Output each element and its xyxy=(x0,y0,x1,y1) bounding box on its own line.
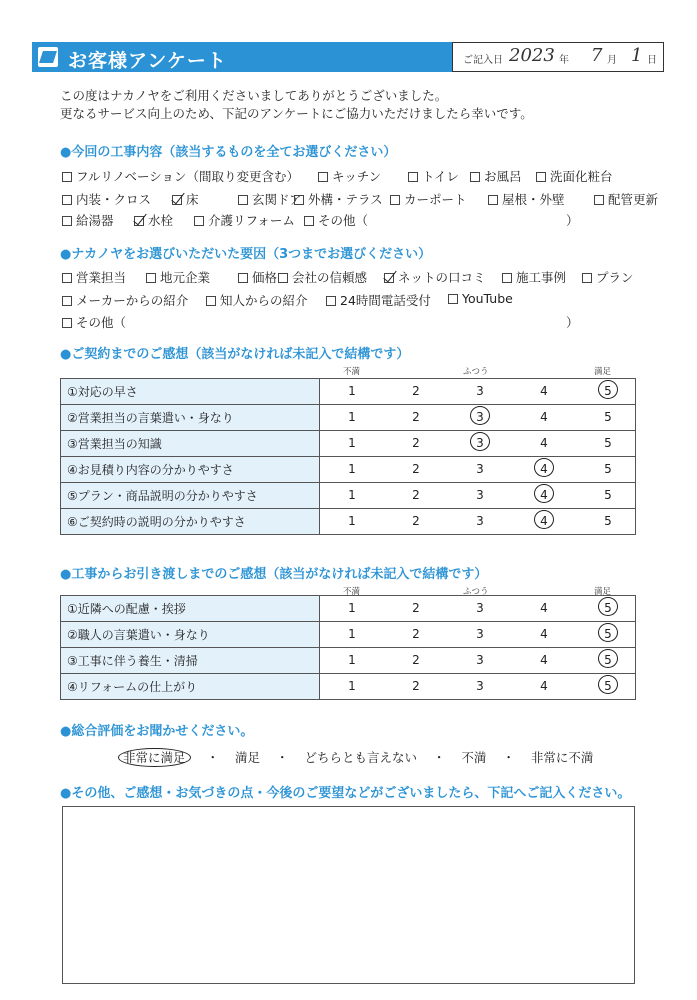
reason-option[interactable] xyxy=(62,291,188,309)
contract-item-label: ⑤プラン・商品説明の分かりやすさ xyxy=(61,483,320,509)
rating-selected-circle xyxy=(598,597,618,616)
scale-low-label: 不満 xyxy=(343,367,361,377)
contract-item-label: ②営業担当の言葉遣い・身なり xyxy=(61,405,320,431)
construction-row xyxy=(61,648,636,674)
rating-option-1[interactable]: 1 xyxy=(348,627,356,641)
checkbox[interactable] xyxy=(326,296,336,306)
reason-option[interactable] xyxy=(448,291,513,306)
rating-option-1[interactable]: 1 xyxy=(348,384,356,398)
overall-separator: ・ xyxy=(202,750,223,765)
section-work-title: ●今回の工事内容（該当するものを全てお選びください） xyxy=(60,145,397,160)
contract-rating-cell xyxy=(320,379,636,405)
intro-line-2: 更なるサービス向上のため、下記のアンケートにご協力いただけましたら幸いです。 xyxy=(60,106,533,121)
option-label: カーポート xyxy=(404,192,467,207)
rating-option-3[interactable]: 3 xyxy=(476,679,484,693)
work-option[interactable] xyxy=(62,190,151,208)
option-label: その他（ xyxy=(318,213,369,228)
rating-option-1[interactable]: 1 xyxy=(348,462,356,476)
scale-low-label: 不満 xyxy=(343,587,361,597)
overall-option[interactable]: 不満 xyxy=(461,750,487,765)
option-label: 配管更新 xyxy=(608,192,659,207)
reason-option[interactable] xyxy=(238,268,277,286)
checkbox[interactable] xyxy=(390,195,400,205)
rating-option-4[interactable]: 4 xyxy=(540,679,548,693)
option-label: 地元企業 xyxy=(160,270,211,285)
construction-rating-cell xyxy=(320,622,636,648)
work-option[interactable] xyxy=(238,190,302,208)
option-label: キッチン xyxy=(332,169,382,184)
work-option[interactable] xyxy=(536,167,613,185)
contract-rating-cell xyxy=(320,431,636,457)
checkbox[interactable] xyxy=(582,273,592,283)
rating-option-2[interactable]: 2 xyxy=(412,462,420,476)
checkbox[interactable] xyxy=(278,273,288,283)
option-label: 施工事例 xyxy=(516,270,567,285)
contract-rating-cell xyxy=(320,483,636,509)
construction-row xyxy=(61,674,636,700)
rating-selected-circle xyxy=(534,484,554,503)
scale-mid-label: ふつう xyxy=(463,367,489,377)
date-month[interactable]: 7 xyxy=(591,45,603,66)
contract-row xyxy=(61,379,636,405)
option-label: 屋根・外壁 xyxy=(502,192,565,207)
contract-item-label: ④お見積り内容の分かりやすさ xyxy=(61,457,320,483)
intro-line-1: この度はナカノヤをご利用くださいましてありがとうございました。 xyxy=(60,88,448,103)
work-option[interactable] xyxy=(294,190,383,208)
construction-rating-cell xyxy=(320,648,636,674)
work-option[interactable] xyxy=(390,190,467,208)
option-label: フルリノベーション（間取り変更含む） xyxy=(76,169,300,184)
construction-rating-table xyxy=(60,595,636,700)
rating-option-5[interactable]: 5 xyxy=(604,462,612,476)
checkbox[interactable] xyxy=(62,273,72,283)
rating-option-2[interactable]: 2 xyxy=(412,679,420,693)
checkbox[interactable] xyxy=(62,195,72,205)
rating-option-3[interactable]: 3 xyxy=(476,462,484,476)
rating-selected-circle xyxy=(598,380,618,399)
rating-option-4[interactable]: 4 xyxy=(540,436,548,450)
checkbox[interactable] xyxy=(408,172,418,182)
rating-option-3[interactable]: 3 xyxy=(476,410,484,424)
reason-option[interactable] xyxy=(582,268,634,286)
reason-option[interactable] xyxy=(62,313,126,331)
rating-selected-circle xyxy=(598,649,618,668)
rating-option-3[interactable]: 3 xyxy=(476,384,484,398)
rating-option-5[interactable]: 5 xyxy=(604,514,612,528)
rating-option-3[interactable]: 3 xyxy=(476,627,484,641)
option-label: YouTube xyxy=(462,291,513,306)
work-option[interactable] xyxy=(134,211,173,229)
rating-option-3[interactable]: 3 xyxy=(476,488,484,502)
rating-option-1[interactable]: 1 xyxy=(348,653,356,667)
work-option[interactable] xyxy=(62,167,299,185)
checkbox-checked[interactable] xyxy=(384,273,394,283)
checkbox[interactable] xyxy=(488,195,498,205)
construction-item-label: ③工事に伴う養生・清掃 xyxy=(61,648,320,674)
rating-option-2[interactable]: 2 xyxy=(412,384,420,398)
rating-option-5[interactable]: 5 xyxy=(604,601,612,615)
construction-item-label: ②職人の言葉遣い・身なり xyxy=(61,622,320,648)
date-year-unit: 年 xyxy=(559,55,569,66)
option-label: 介護リフォーム xyxy=(208,213,295,228)
contract-item-label: ①対応の早さ xyxy=(61,379,320,405)
option-label: 会社の信頼感 xyxy=(292,270,368,285)
option-label: 外構・テラス xyxy=(308,192,383,207)
rating-option-5[interactable]: 5 xyxy=(604,384,612,398)
rating-option-2[interactable]: 2 xyxy=(412,514,420,528)
rating-option-3[interactable]: 3 xyxy=(476,601,484,615)
construction-row xyxy=(61,596,636,622)
checkbox[interactable] xyxy=(318,172,328,182)
rating-option-5[interactable]: 5 xyxy=(604,627,612,641)
rating-selected-circle xyxy=(534,510,554,529)
construction-rating-cell xyxy=(320,596,636,622)
contract-row xyxy=(61,405,636,431)
reason-option[interactable] xyxy=(62,268,126,286)
date-month-unit: 月 xyxy=(607,55,617,66)
work-option[interactable] xyxy=(172,190,199,208)
rating-selected-circle xyxy=(470,406,490,425)
checkbox[interactable] xyxy=(448,294,458,304)
checkbox[interactable] xyxy=(194,216,204,226)
checkbox[interactable] xyxy=(304,216,314,226)
construction-rating-cell xyxy=(320,674,636,700)
rating-option-3[interactable]: 3 xyxy=(476,514,484,528)
option-label: 価格 xyxy=(252,270,278,285)
rating-option-1[interactable]: 1 xyxy=(348,514,356,528)
section-reason-title: ●ナカノヤをお選びいただいた要因（3つまでお選びください） xyxy=(60,247,432,262)
checkbox[interactable] xyxy=(502,273,512,283)
checkbox[interactable] xyxy=(62,172,72,182)
checkbox[interactable] xyxy=(62,216,72,226)
checkbox[interactable] xyxy=(62,318,72,328)
scale-high-label: 満足 xyxy=(594,367,612,377)
section-comment-title: ●その他、ご感想・お気づきの点・今後のご要望などがございましたら、下記へご記入ください。 xyxy=(60,786,631,801)
checkbox[interactable] xyxy=(294,195,304,205)
checkbox[interactable] xyxy=(146,273,156,283)
option-label: 営業担当 xyxy=(76,270,127,285)
work-option[interactable] xyxy=(488,190,565,208)
work-option[interactable] xyxy=(470,167,522,185)
rating-option-1[interactable]: 1 xyxy=(348,488,356,502)
work-option[interactable] xyxy=(304,211,368,229)
overall-option[interactable]: 満足 xyxy=(234,750,260,765)
overall-separator: ・ xyxy=(271,750,293,765)
option-label: ネットの口コミ xyxy=(398,270,486,285)
contract-row xyxy=(61,457,636,483)
overall-option[interactable]: どちらとも言えない xyxy=(304,750,417,765)
rating-option-2[interactable]: 2 xyxy=(412,653,420,667)
rating-option-1[interactable]: 1 xyxy=(348,679,356,693)
work-option[interactable] xyxy=(594,190,658,208)
checkbox[interactable] xyxy=(238,273,248,283)
reason-other-close: ） xyxy=(566,315,579,330)
rating-option-4[interactable]: 4 xyxy=(540,488,548,502)
rating-option-1[interactable]: 1 xyxy=(348,601,356,615)
rating-option-4[interactable]: 4 xyxy=(540,653,548,667)
contract-rating-cell xyxy=(320,509,636,535)
rating-selected-circle xyxy=(534,458,554,477)
rating-selected-circle xyxy=(470,432,490,451)
rating-option-5[interactable]: 5 xyxy=(604,679,612,693)
rating-option-5[interactable]: 5 xyxy=(604,436,612,450)
rating-selected-circle xyxy=(598,675,618,694)
checkbox-checked[interactable] xyxy=(172,195,182,205)
date-year[interactable]: 2023 xyxy=(509,45,555,66)
work-option[interactable] xyxy=(408,167,459,185)
contract-row xyxy=(61,509,636,535)
date-box xyxy=(452,42,664,72)
rating-option-4[interactable]: 4 xyxy=(540,601,548,615)
option-label: 給湯器 xyxy=(76,213,114,228)
rating-option-1[interactable]: 1 xyxy=(348,410,356,424)
reason-option[interactable] xyxy=(206,291,308,309)
section-construction-title: ●工事からお引き渡しまでのご感想（該当がなければ未記入で結構です） xyxy=(60,567,488,582)
rating-option-5[interactable]: 5 xyxy=(604,410,612,424)
contract-row xyxy=(61,483,636,509)
section-overall-title: ●総合評価をお聞かせください。 xyxy=(60,724,254,739)
option-label: 水栓 xyxy=(148,213,174,228)
option-label: 知人からの紹介 xyxy=(220,293,308,308)
work-option[interactable] xyxy=(194,211,295,229)
overall-separator: ・ xyxy=(428,750,450,765)
rating-option-5[interactable]: 5 xyxy=(604,488,612,502)
rating-option-4[interactable]: 4 xyxy=(540,627,548,641)
contract-rating-cell xyxy=(320,405,636,431)
rating-option-4[interactable]: 4 xyxy=(540,514,548,528)
contract-rating-table xyxy=(60,378,636,535)
option-label: メーカーからの紹介 xyxy=(76,293,189,308)
rating-option-2[interactable]: 2 xyxy=(412,627,420,641)
scale-high-label: 満足 xyxy=(594,587,612,597)
page-title: お客様アンケート xyxy=(68,50,227,72)
rating-selected-circle xyxy=(598,623,618,642)
checkbox[interactable] xyxy=(470,172,480,182)
contract-rating-cell xyxy=(320,457,636,483)
date-label: ご記入日 xyxy=(463,55,503,66)
contract-item-label: ⑥ご契約時の説明の分かりやすさ xyxy=(61,509,320,535)
option-label: その他（ xyxy=(76,315,127,330)
comment-box[interactable] xyxy=(62,806,635,984)
date-day-unit: 日 xyxy=(647,55,657,66)
contract-row xyxy=(61,431,636,457)
checkbox-checked[interactable] xyxy=(134,216,144,226)
checkbox[interactable] xyxy=(536,172,546,182)
overall-option[interactable]: 非常に不満 xyxy=(530,750,594,765)
rating-option-3[interactable]: 3 xyxy=(476,436,484,450)
option-label: 床 xyxy=(186,192,199,207)
option-label: お風呂 xyxy=(484,169,522,184)
overall-option[interactable]: 非常に満足 xyxy=(118,748,191,767)
checkbox[interactable] xyxy=(62,296,72,306)
checkbox[interactable] xyxy=(238,195,248,205)
reason-option[interactable] xyxy=(278,268,367,286)
rating-option-1[interactable]: 1 xyxy=(348,436,356,450)
option-label: 洗面化粧台 xyxy=(550,169,613,184)
overall-separator: ・ xyxy=(498,750,519,765)
rating-option-4[interactable]: 4 xyxy=(540,410,548,424)
reason-option[interactable] xyxy=(384,268,486,286)
rating-option-5[interactable]: 5 xyxy=(604,653,612,667)
checkbox[interactable] xyxy=(206,296,216,306)
rating-option-3[interactable]: 3 xyxy=(476,653,484,667)
construction-item-label: ①近隣への配慮・挨拶 xyxy=(61,596,320,622)
reason-option[interactable] xyxy=(146,268,210,286)
option-label: 玄関ドア xyxy=(252,192,302,207)
construction-item-label: ④リフォームの仕上がり xyxy=(61,674,320,700)
option-label: プラン xyxy=(596,270,634,285)
rating-option-2[interactable]: 2 xyxy=(412,410,420,424)
option-label: トイレ xyxy=(422,169,459,184)
rating-option-2[interactable]: 2 xyxy=(412,601,420,615)
work-option[interactable] xyxy=(318,167,381,185)
scale-mid-label: ふつう xyxy=(463,587,489,597)
company-logo-icon xyxy=(38,47,58,67)
rating-option-4[interactable]: 4 xyxy=(540,384,548,398)
rating-option-4[interactable]: 4 xyxy=(540,462,548,476)
reason-option[interactable] xyxy=(502,268,566,286)
checkbox[interactable] xyxy=(594,195,604,205)
construction-row xyxy=(61,622,636,648)
work-option[interactable] xyxy=(62,211,114,229)
section-contract-title: ●ご契約までのご感想（該当がなければ未記入で結構です） xyxy=(60,347,410,362)
contract-item-label: ③営業担当の知識 xyxy=(61,431,320,457)
work-other-close: ） xyxy=(566,213,579,228)
option-label: 24時間電話受付 xyxy=(340,293,431,308)
rating-option-2[interactable]: 2 xyxy=(412,436,420,450)
rating-option-2[interactable]: 2 xyxy=(412,488,420,502)
reason-option[interactable] xyxy=(326,291,431,309)
option-label: 内装・クロス xyxy=(76,192,152,207)
date-day[interactable]: 1 xyxy=(631,45,643,66)
overall-options xyxy=(118,748,593,766)
